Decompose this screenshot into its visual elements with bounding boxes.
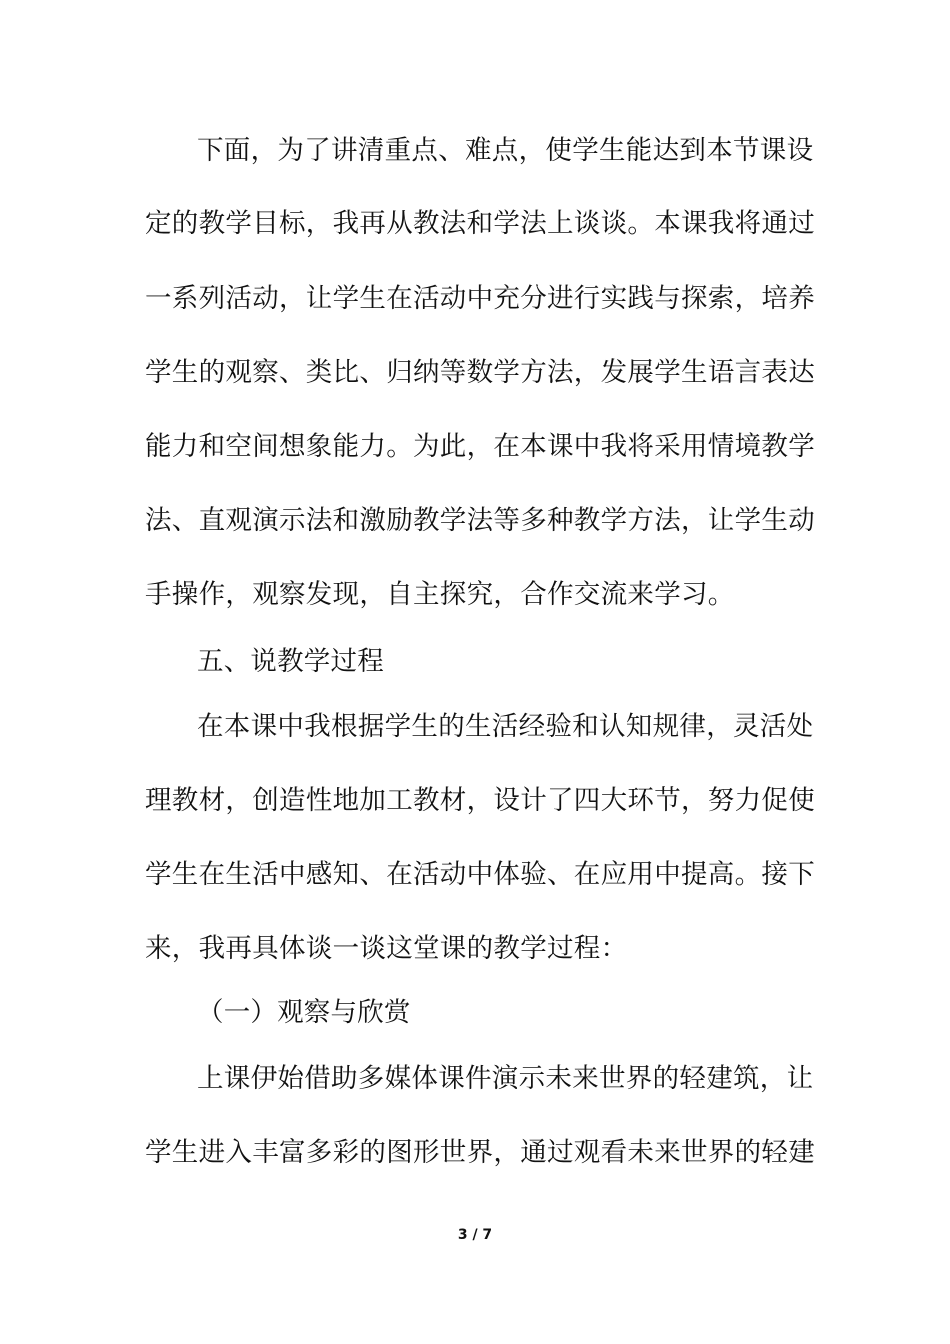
subsection-heading: （一）观察与欣赏 bbox=[197, 997, 411, 1028]
paragraph-line: 理教材，创造性地加工教材，设计了四大环节，努力促使 bbox=[145, 785, 815, 816]
paragraph-line: 上课伊始借助多媒体课件演示未来世界的轻建筑，让 bbox=[197, 1063, 814, 1094]
paragraph-line: 学生的观察、类比、归纳等数学方法，发展学生语言表达 bbox=[145, 357, 815, 388]
section-heading: 五、说教学过程 bbox=[197, 646, 384, 677]
page-number: 3 / 7 bbox=[457, 1227, 493, 1243]
paragraph-line: 手操作，观察发现，自主探究，合作交流来学习。 bbox=[145, 579, 735, 610]
paragraph-line: 下面，为了讲清重点、难点，使学生能达到本节课设 bbox=[197, 135, 814, 166]
paragraph-line: 一系列活动，让学生在活动中充分进行实践与探索，培养 bbox=[145, 283, 815, 314]
paragraph-line: 法、直观演示法和激励教学法等多种教学方法，让学生动 bbox=[145, 505, 815, 536]
paragraph-line: 能力和空间想象能力。为此，在本课中我将采用情境教学 bbox=[145, 431, 815, 462]
paragraph-line: 在本课中我根据学生的生活经验和认知规律，灵活处 bbox=[197, 711, 814, 742]
paragraph-line: 定的教学目标，我再从教法和学法上谈谈。本课我将通过 bbox=[145, 208, 815, 239]
paragraph-line: 学生进入丰富多彩的图形世界，通过观看未来世界的轻建 bbox=[145, 1137, 815, 1168]
paragraph-line: 学生在生活中感知、在活动中体验、在应用中提高。接下 bbox=[145, 859, 815, 890]
paragraph-line: 来，我再具体谈一谈这堂课的教学过程： bbox=[145, 933, 628, 964]
